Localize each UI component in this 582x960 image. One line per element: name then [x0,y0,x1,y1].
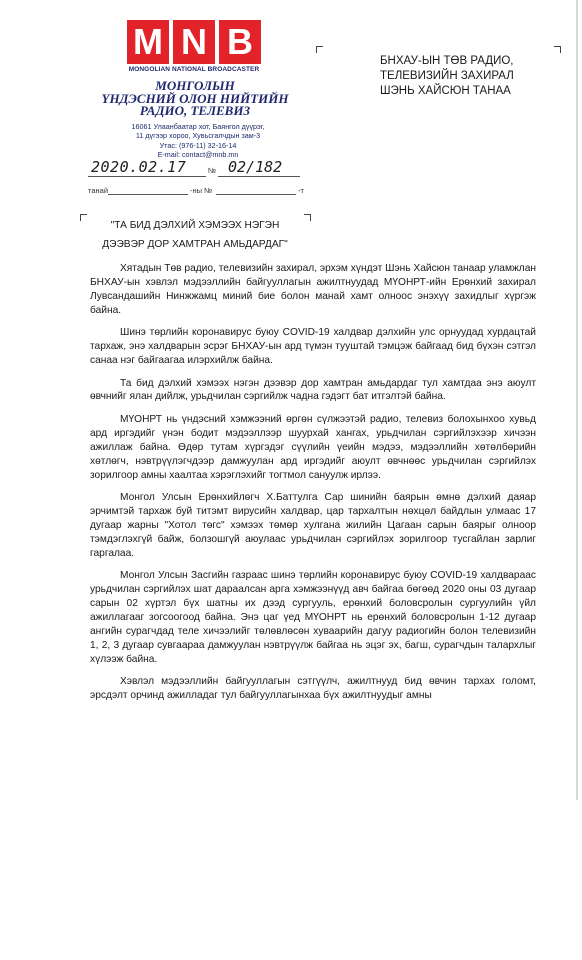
ref-underline-2 [216,194,296,195]
number-underline [218,176,300,177]
logo-letter-m: M [127,20,169,64]
paragraph: Хэвлэл мэдээллийн байгууллагын сэтгүүлч, ажилтнууд бид өвчин тархах голомт, эрсдэлт орчинд ажилладаг тул байгууллагынхаа бүх ажилтнуудыг амны [90,676,536,702]
handwritten-date: 2020.02.17 [91,158,187,176]
date-underline [88,176,206,177]
scan-edge [576,0,578,800]
paragraph: Монгол Улсын Засгийн газраас шинэ төрлийн коронавирус буюу COVID-19 халдвараас урьдчилан сэргийлэх шат дараалсан арга хэмжээнүүд авч байгаа бөгөөд 2020 оны 03 дугаар сарын 02 хүртэл бүх шатны их дээд сургууль, ерөнхий боловсролын сургуулийн үйл ажиллагааг зогсоогоод байна. Энэ цаг үед МҮОНРТ нь ерөнхий боловсролын 1-12 дугаар ангийн сурагчдад теле хичээлийг төлөвлөсөн хуваарийн дагуу радиогийн болон телевизийн 1, 2, 3 дугаар сувгаараа дамжуулан нэвтрүүлж байгаа нь эцэг эх, багш, сурагчдын талархлыг хүлээж байна. [90,570,536,665]
mnb-logo [127,20,261,74]
ref-suffix: -т [298,186,304,195]
letter-body [90,262,536,712]
recipient-line: ШЭНЬ ХАЙСЮН ТАНАА [380,85,511,97]
logo-subtitle: MONGOLIAN NATIONAL BROADCASTER [128,66,260,73]
organization-address [98,122,298,160]
recipient-bracket-right [554,46,561,53]
organization-name [80,80,310,118]
address-phone: Утас: (976-11) 32-16-14 [159,140,237,150]
recipient-line: ТЕЛЕВИЗИЙН ЗАХИРАЛ [380,70,514,82]
ref-underline-1 [108,194,188,195]
handwritten-number: 02/182 [228,158,283,176]
logo-letter-b: B [219,20,261,64]
org-name-line: ҮНДЭСНИЙ ОЛОН НИЙТИЙН [101,90,289,106]
logo-letter-n: N [173,20,215,64]
paragraph: Хятадын Төв радио, телевизийн захирал, эрхэм хүндэт Шэнь Хайсюн танаар уламжлан БНХАУ-ын хэвлэл мэдээллийн байгууллагын ажилтнуудад МҮОНРТ-ийн Ерөнхий захирал Лувсандашийн Нинжжамц миний бие болон манай хамт олноос энэхүү захидлыг хүргэж байна. [90,263,536,316]
ref-prefix: танай [88,186,109,195]
number-label: № [208,166,217,175]
recipient-block [380,54,560,99]
title-line: "ТА БИД ДЭЛХИЙ ХЭМЭЭХ НЭГЭН [110,220,280,231]
ref-middle: -ны № [190,186,213,195]
address-line: 11 дүгээр хороо, Хувьсгалчдын зам-3 [135,131,261,141]
address-line: 16061 Улаанбаатар хот, Баянгол дүүрэг, [131,122,265,131]
letter-title [70,216,320,254]
paragraph: Монгол Улсын Ерөнхийлөгч Х.Баттулга Сар шинийн баярын өмнө дэлхий даяар эрчимтэй тархаж буй титэмт вирусийн халдвар, цар тархалтын нөхцөл байдлын улмаас 17 дугаар жарны "Хотол төгс" хэмээх төмөр хулгана жилийн Цагаан сарын баярыг олноор тэмдэглэхгүй байж, болзошгүй аюулаас урьдчилан сэргийлэх зорилгоор тусгайлан зарлиг гаргалаа. [90,492,536,559]
paragraph: Шинэ төрлийн коронавирус буюу COVID-19 халдвар дэлхийн улс орнуудад хурдацтай тархаж, энэ халдварын эсрэг БНХАУ-ын ард түмэн тууштай тэмцэж байгаад бид бүхэн сэтгэл санаа нэг байгаагаа илэрхийлж байна. [90,327,536,367]
org-name-line: РАДИО, ТЕЛЕВИЗ [139,103,251,118]
paragraph: МҮОНРТ нь үндэсний хэмжээний өргөн сүлжээтэй радио, телевиз болохынхоо хувьд ард иргэдийг үнэн бодит мэдээллээр шуурхай хангах, урьдчилан сэргийлэхээр хичээн ажиллаж байна. Өдөр тутам хүргэдэг сүүлийн үеийн мэдээ, мэдээллийн хөтөлбөрийн хөтлөгч, нэвтрүүлэгчдээр дамжуулан ард иргэдийг аюулт өвчнөөс урьдчилан сэргийлэх зорилгоор амны хаалтаа хэрэглэхийг тогтмол сануулж ирлээ. [90,413,536,481]
paragraph: Та бид дэлхий хэмээх нэгэн дээвэр дор хамтран амьдардаг тул хамтдаа энэ аюулт өвчнийг ялан дийлж, урьдчилан сэргийлж чадна гэдэгт бат итгэлтэй байна. [90,377,536,403]
recipient-bracket-left [316,46,323,53]
title-line: ДЭЭВЭР ДОР ХАМТРАН АМЬДАРДАГ" [102,239,288,250]
address-email: E-mail: contact@mnb.mn [157,150,239,160]
org-name-line: МОНГОЛЫН [155,78,235,93]
recipient-line: БНХАУ-ЫН ТӨВ РАДИО, [380,55,514,67]
